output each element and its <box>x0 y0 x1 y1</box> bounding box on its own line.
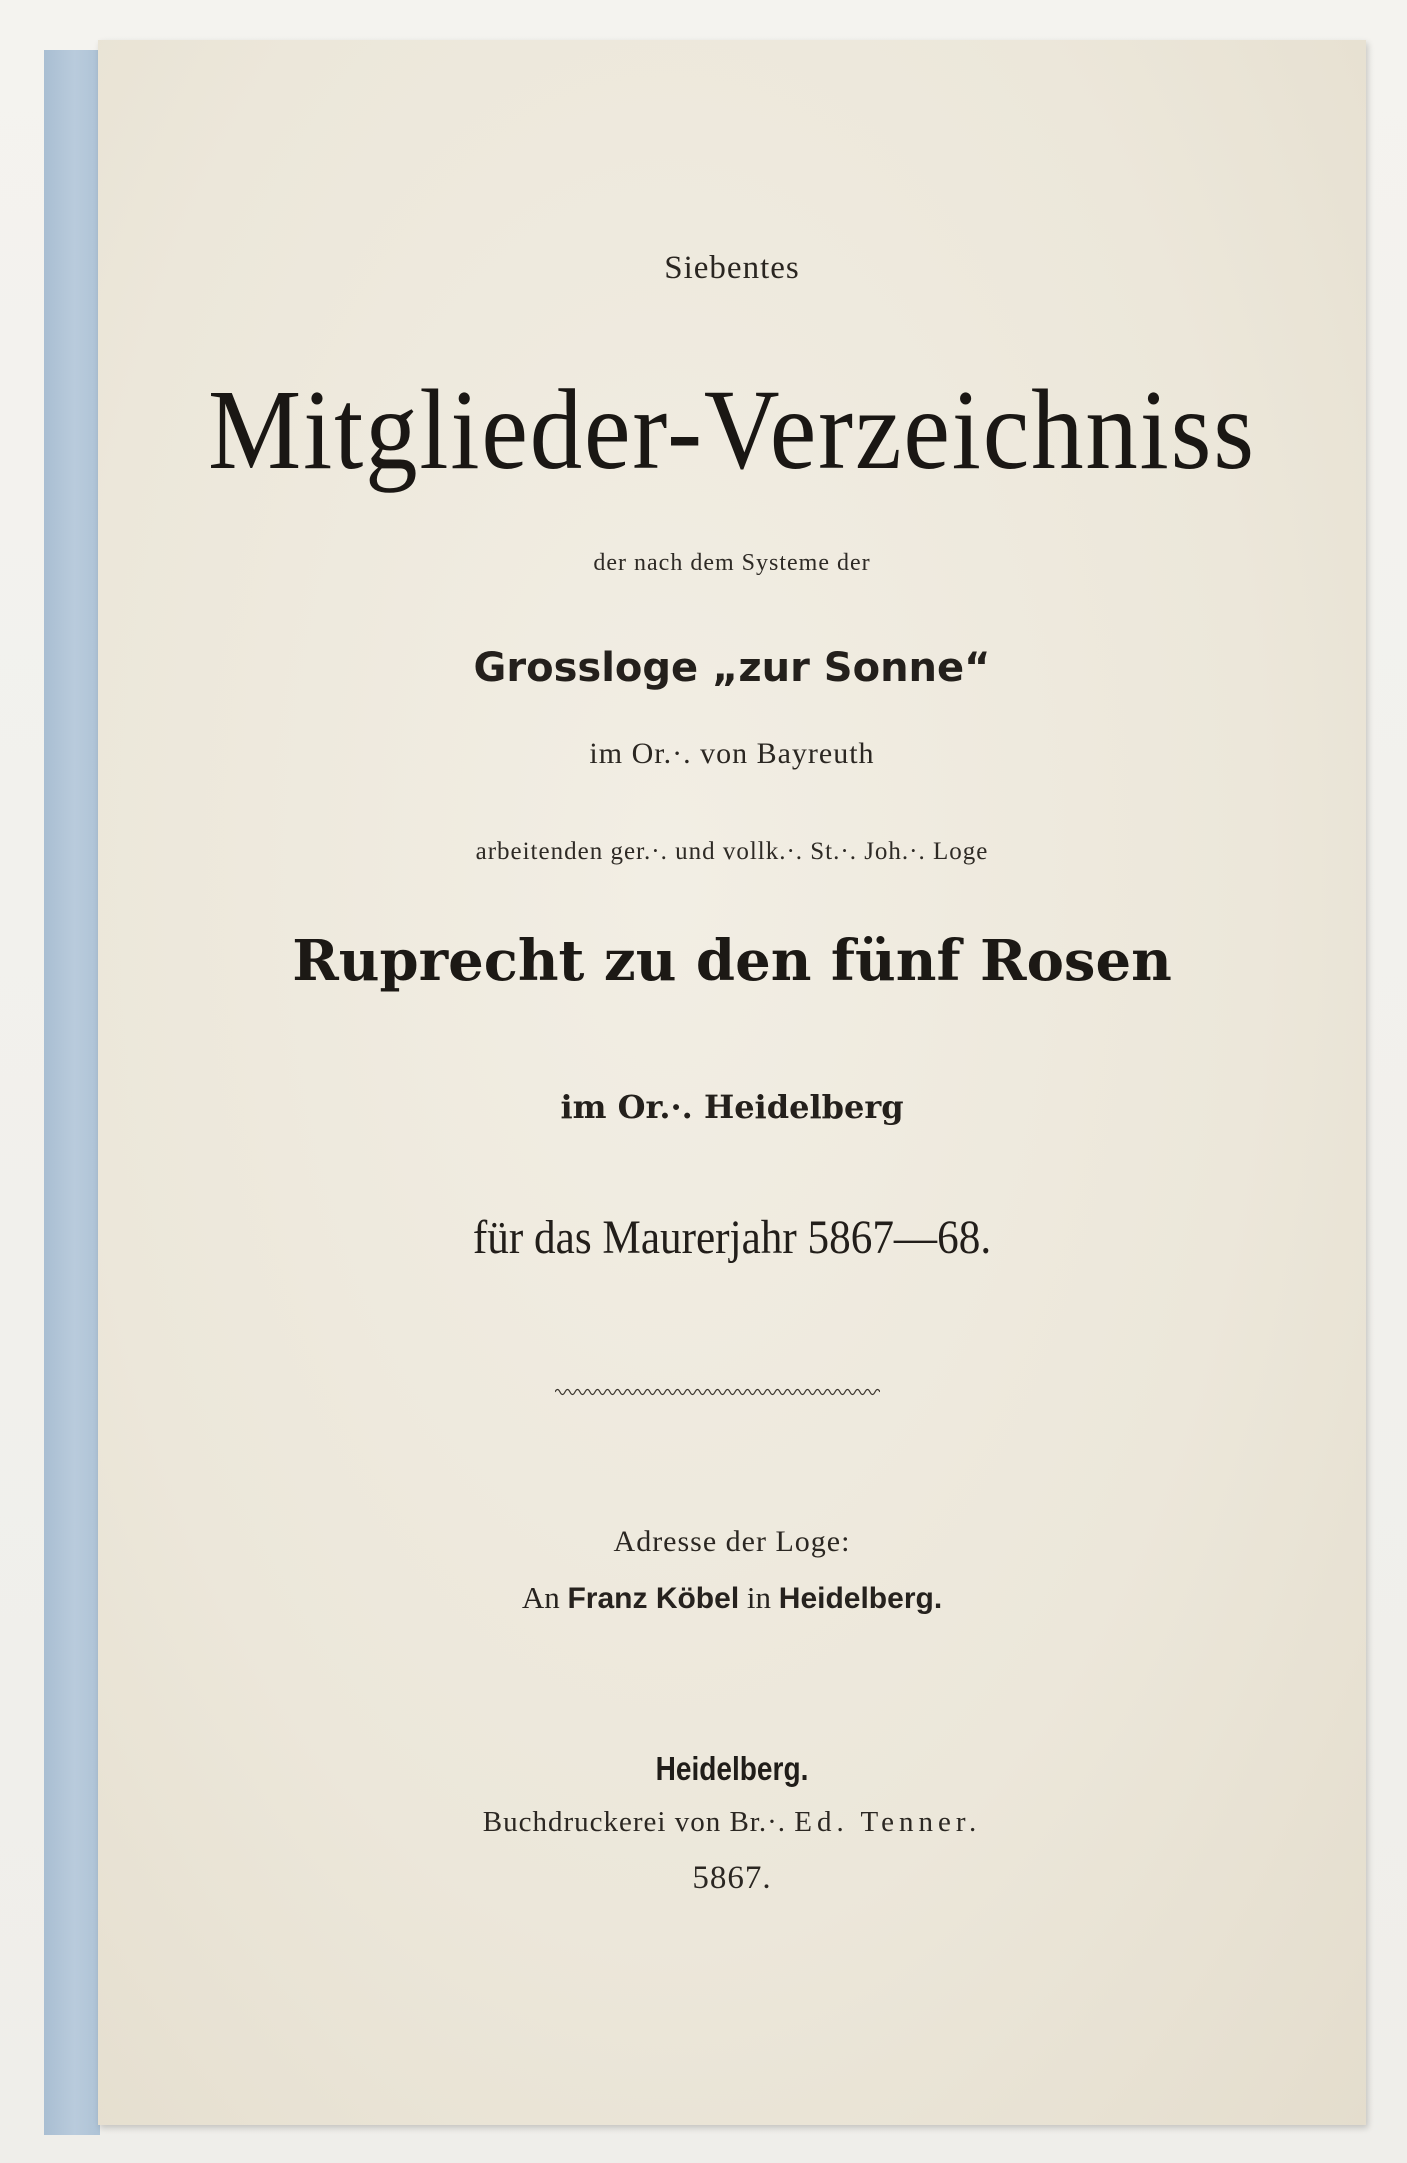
address-connector: in <box>746 1580 772 1615</box>
lodge-type-text: arbeitenden ger.·. und vollk.·. St.·. Joh.·. Loge <box>475 838 989 865</box>
imprint-year: 5867. <box>692 1860 772 1896</box>
main-title: Mitglieder-Verzeichniss <box>208 366 1256 493</box>
imprint-printer-prefix: Buchdruckerei von Br.·. <box>482 1806 787 1838</box>
title-page <box>98 40 1366 2125</box>
address-label: Adresse der Loge: <box>613 1525 851 1558</box>
address-line <box>98 1580 1366 1616</box>
blue-spine-binding <box>44 50 100 2135</box>
lodge-name-heading: Ruprecht zu den fünf Rosen <box>292 928 1172 994</box>
masonic-year-text: für das Maurerjahr 5867—68. <box>472 1211 992 1264</box>
orient-bayreuth-text: im Or.·. von Bayreuth <box>589 737 875 770</box>
address-prefix: An <box>521 1580 560 1615</box>
imprint-printer-name: Ed. Tenner. <box>794 1806 982 1838</box>
grossloge-heading: Grossloge „zur Sonne“ <box>473 645 991 691</box>
imprint-printer-line <box>98 1806 1366 1839</box>
subtitle-system-text: der nach dem Systeme der <box>593 550 871 576</box>
kicker-text: Siebentes <box>664 250 800 286</box>
address-city: Heidelberg. <box>778 1582 943 1615</box>
orient-heidelberg-text: im Or.·. Heidelberg <box>560 1088 904 1126</box>
address-name: Franz Köbel <box>567 1582 740 1615</box>
imprint-city: Heidelberg. <box>655 1750 809 1787</box>
wavy-divider-ornament <box>555 1385 880 1399</box>
